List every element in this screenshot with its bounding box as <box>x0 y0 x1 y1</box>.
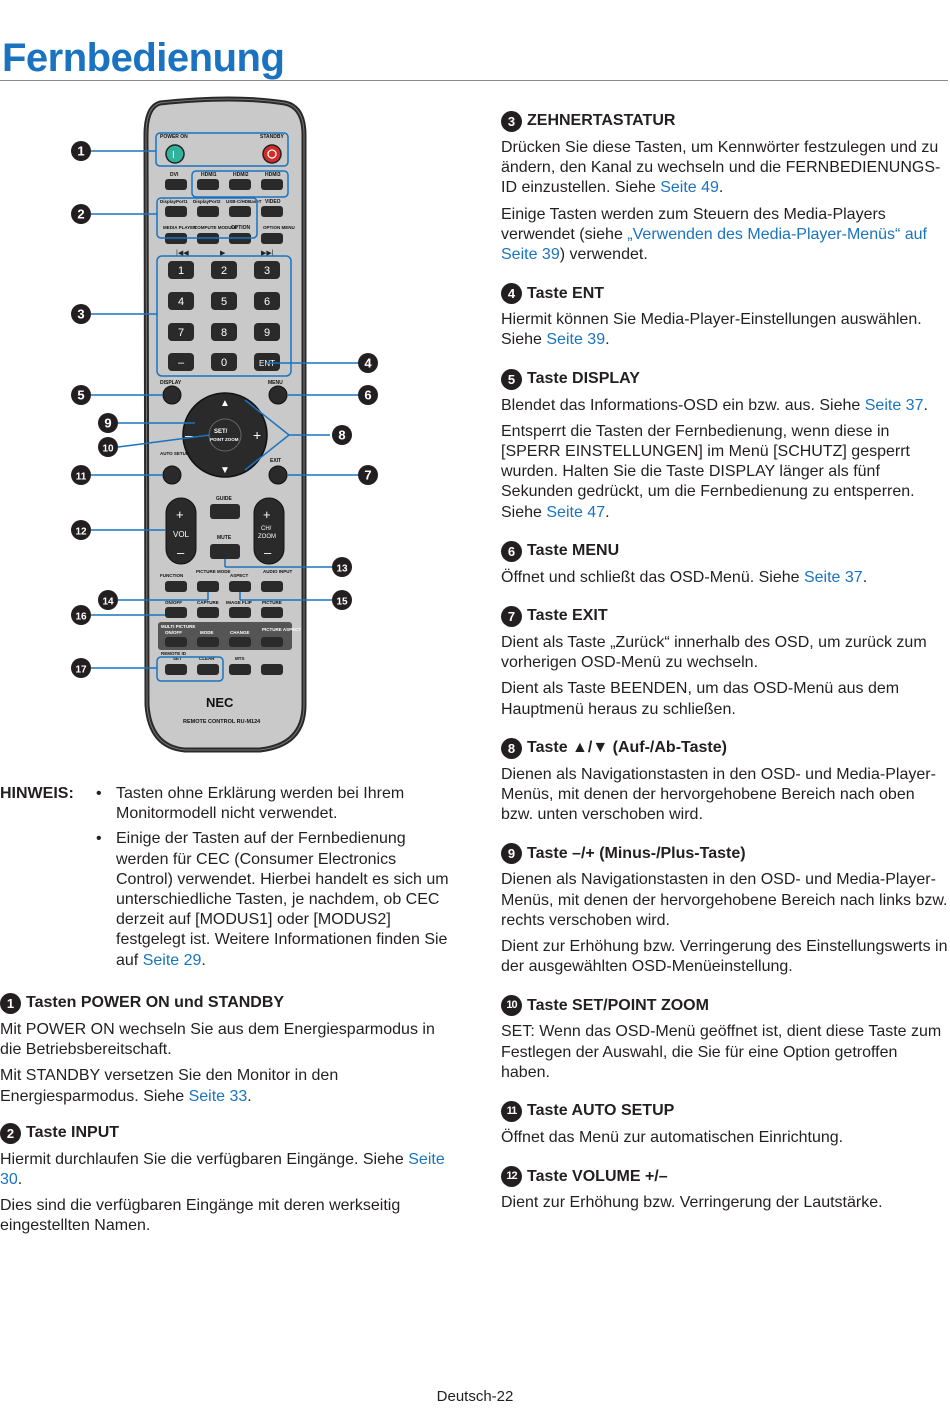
svg-text:PICTURE ASPECT: PICTURE ASPECT <box>262 627 302 632</box>
svg-text:DVI: DVI <box>170 172 179 178</box>
power-on-button <box>166 145 184 163</box>
svg-text:DisplayPort2: DisplayPort2 <box>193 199 221 204</box>
svg-text:REMOTE ID: REMOTE ID <box>161 651 187 656</box>
paragraph: Dienen als Navigationstasten in den OSD- und Media-Player-Menüs, mit denen der hervorgehobene Bereich nach oben bzw. unten verschoben wird. <box>501 765 936 824</box>
svg-text:VOL: VOL <box>173 530 190 539</box>
section-9 <box>501 843 949 977</box>
svg-text:PICTURE MODE: PICTURE MODE <box>196 569 231 574</box>
callout-number: 10 <box>501 995 522 1016</box>
page-title: Fernbedienung <box>2 36 285 80</box>
section-heading: 4 Taste ENT <box>501 283 949 304</box>
note-label: HINWEIS: <box>0 785 74 802</box>
page-link[interactable]: Seite 37 <box>864 396 924 414</box>
keypad-key-label: 2 <box>220 265 228 277</box>
section-input <box>0 1123 450 1237</box>
section-heading: 3 ZEHNERTASTATUR <box>501 111 949 132</box>
svg-text:CLEAR: CLEAR <box>199 656 215 661</box>
svg-text:SET/: SET/ <box>214 429 228 435</box>
paragraph: Hiermit durchlaufen Sie die verfügbaren Eingänge. Siehe Seite 30. <box>0 1150 445 1189</box>
callout-number: 11 <box>501 1101 522 1122</box>
callout-badge-label: 3 <box>77 306 85 322</box>
callout-badge-label: 11 <box>75 471 87 483</box>
section-11 <box>501 1101 949 1148</box>
svg-text:OPTION: OPTION <box>231 225 251 231</box>
section-heading: 5 Taste DISPLAY <box>501 369 949 390</box>
keypad-key-label: ENT <box>259 359 275 368</box>
svg-text:▶▶|: ▶▶| <box>261 250 274 257</box>
svg-text:VIDEO: VIDEO <box>265 199 281 205</box>
title-divider <box>0 80 948 81</box>
power-on-label: POWER ON <box>160 134 188 140</box>
callout-badge-label: 1 <box>77 143 85 159</box>
svg-text:OPTION MENU: OPTION MENU <box>263 225 295 230</box>
page-link[interactable]: Seite 39 <box>546 331 606 349</box>
paragraph: Blendet das Informations-OSD ein bzw. aus. Siehe Seite 37. <box>501 396 928 414</box>
svg-text:SET: SET <box>173 656 182 661</box>
callout-badge-label: 16 <box>75 611 87 623</box>
paragraph: Einige Tasten werden zum Steuern des Media-Players verwendet (siehe „Verwenden des Media-Player-Menüs“ auf Seite 39) verwendet. <box>501 205 927 264</box>
svg-text:ASPECT: ASPECT <box>230 573 249 578</box>
callout-number: 9 <box>501 843 522 864</box>
svg-text:IMAGE FLIP: IMAGE FLIP <box>226 600 252 605</box>
callout-badge-label: 12 <box>75 526 87 538</box>
paragraph: Dienen als Navigationstasten in den OSD- und Media-Player-Menüs, mit denen der hervorgehobene Bereich nach links bzw. rechts verschoben wird. <box>501 871 948 929</box>
paragraph: Dient als Taste BEENDEN, um das OSD-Menü aus dem Hauptmenü heraus zu schließen. <box>501 680 900 718</box>
callout-badge-label: 17 <box>75 664 87 676</box>
note-list <box>94 784 450 976</box>
right-column <box>501 111 949 1232</box>
callout-number: 1 <box>0 993 21 1014</box>
page-link[interactable]: Seite 29 <box>142 951 202 969</box>
svg-text:MEDIA PLAYER: MEDIA PLAYER <box>163 225 197 230</box>
section-heading: 9 Taste –/+ (Minus-/Plus-Taste) <box>501 843 949 864</box>
callout-number: 4 <box>501 283 522 304</box>
paragraph: Drücken Sie diese Tasten, um Kennwörter festzulegen und zu ändern, den Kanal zu wechseln und die FERNBEDIENUNGS-ID einzustellen. Siehe Seite 49. <box>501 139 941 197</box>
section-8 <box>501 738 949 826</box>
page-footer: Deutsch-22 <box>436 1388 514 1405</box>
keypad-key-label: – <box>177 357 185 369</box>
svg-text:GUIDE: GUIDE <box>216 496 232 502</box>
callout-badge-label: 15 <box>336 596 348 608</box>
callout-number: 7 <box>501 606 522 627</box>
svg-text:USB-C/HDBaseT: USB-C/HDBaseT <box>226 199 262 204</box>
svg-text:–: – <box>177 545 185 560</box>
svg-text:ZOOM: ZOOM <box>258 534 276 540</box>
section-heading: 2 Taste INPUT <box>0 1123 450 1144</box>
svg-text:CHANGE: CHANGE <box>230 630 250 635</box>
page-link[interactable]: Seite 37 <box>803 568 863 586</box>
callout-badge-label: 10 <box>102 443 114 455</box>
remote-control-illustration <box>60 95 390 760</box>
callout-badge-label: 9 <box>104 415 112 431</box>
svg-text:▶: ▶ <box>220 250 226 257</box>
keypad-key-label: 5 <box>220 296 228 308</box>
paragraph: Mit STANDBY versetzen Sie den Monitor in den Energiesparmodus. Siehe Seite 33. <box>0 1067 339 1105</box>
section-heading: 8 Taste ▲/▼ (Auf-/Ab-Taste) <box>501 738 949 759</box>
svg-text:I: I <box>172 150 175 161</box>
callout-badge-label: 7 <box>364 467 372 483</box>
callout-number: 12 <box>501 1166 522 1187</box>
section-3 <box>501 111 949 265</box>
standby-button <box>263 145 281 163</box>
section-5 <box>501 369 949 523</box>
section-heading: 6 Taste MENU <box>501 541 949 562</box>
callout-badge-label: 4 <box>364 355 372 371</box>
section-4 <box>501 283 949 350</box>
callout-badge-label: 13 <box>336 563 348 575</box>
paragraph: Dient zur Erhöhung bzw. Verringerung der Lautstärke. <box>501 1194 883 1212</box>
callout-badge-label: 5 <box>77 387 85 403</box>
svg-text:MULTI PICTURE: MULTI PICTURE <box>161 624 196 629</box>
page-link[interactable]: Seite 30 <box>0 1150 445 1189</box>
svg-text:HDMI2: HDMI2 <box>233 172 249 178</box>
section-12 <box>501 1166 949 1213</box>
paragraph: Mit POWER ON wechseln Sie aus dem Energiesparmodus in die Betriebsbereitschaft. <box>0 1021 435 1059</box>
svg-text:MENU: MENU <box>268 380 283 386</box>
paragraph: Öffnet und schließt das OSD-Menü. Siehe Seite 37. <box>501 568 868 586</box>
svg-text:+: + <box>263 507 271 522</box>
keypad-key-label: 1 <box>177 265 185 277</box>
section-heading: 11 Taste AUTO SETUP <box>501 1101 949 1122</box>
svg-text:▼: ▼ <box>220 465 230 476</box>
section-6 <box>501 541 949 588</box>
section-heading: 12 Taste VOLUME +/– <box>501 1166 949 1187</box>
svg-text:EXIT: EXIT <box>270 458 282 464</box>
callout-number: 3 <box>501 111 522 132</box>
svg-text:–: – <box>264 545 272 560</box>
callout-badge-label: 6 <box>364 387 372 403</box>
callout-badge-label: 8 <box>338 427 346 443</box>
svg-text:CH/: CH/ <box>261 526 272 532</box>
keypad-key-label: 7 <box>177 327 185 339</box>
paragraph: Entsperrt die Tasten der Fernbedienung, wenn diese in [SPERR EINSTELLUNGEN] im Menü [SCHUTZ] gesperrt wurden. Halten Sie die Taste DISPLAY länger als fünf Sekunden gedrückt, um die Fernbedienung zu entsperren. Siehe Seite 47. <box>501 422 915 521</box>
section-heading: 7 Taste EXIT <box>501 606 949 627</box>
keypad-key-label: 9 <box>263 327 271 339</box>
section-10 <box>501 995 949 1083</box>
section-heading: 10 Taste SET/POINT ZOOM <box>501 995 949 1016</box>
callout-badge-label: 14 <box>102 596 114 608</box>
model-label: REMOTE CONTROL RU-M124 <box>183 719 261 725</box>
section-7 <box>501 606 949 720</box>
svg-text:POINT ZOOM: POINT ZOOM <box>210 437 239 442</box>
keypad-key-label: 4 <box>177 296 185 308</box>
page-link[interactable]: „Verwenden des Media-Player-Menüs“ auf Seite 39 <box>501 225 927 264</box>
svg-text:AUTO SETUP: AUTO SETUP <box>160 451 189 456</box>
callout-number: 6 <box>501 541 522 562</box>
svg-text:MODE: MODE <box>200 630 214 635</box>
svg-text:FUNCTION: FUNCTION <box>160 573 184 578</box>
svg-text:CAPTURE: CAPTURE <box>197 600 219 605</box>
page-link[interactable]: Seite 49 <box>660 179 719 197</box>
note-item: • Einige der Tasten auf der Fernbedienung werden für CEC (Consumer Electronics Control) verwendet. Hierbei handelt es sich um unterschiedliche Tasten, je nachdem, ob CEC derzeit auf [MODUS1] oder [MODUS2] festgelegt ist. Weitere Informationen finden Sie auf Seite 29. <box>94 829 450 970</box>
svg-text:DisplayPort1: DisplayPort1 <box>160 199 188 204</box>
standby-label: STANDBY <box>260 134 284 140</box>
callout-number: 5 <box>501 369 522 390</box>
svg-text:AUDIO INPUT: AUDIO INPUT <box>263 569 293 574</box>
callout-number: 2 <box>0 1123 21 1144</box>
callout-number: 8 <box>501 738 522 759</box>
svg-text:MUTE: MUTE <box>217 535 232 541</box>
svg-text:HDMI3: HDMI3 <box>265 172 281 178</box>
section-heading: 1 Tasten POWER ON und STANDBY <box>0 993 450 1014</box>
svg-text:|◀◀: |◀◀ <box>176 250 189 257</box>
svg-text:▲: ▲ <box>220 398 230 409</box>
svg-text:+: + <box>176 507 184 522</box>
paragraph: Öffnet das Menü zur automatischen Einrichtung. <box>501 1129 844 1147</box>
callout-badge-label: 2 <box>77 206 85 222</box>
brand-logo: NEC <box>206 695 234 710</box>
svg-text:MTS: MTS <box>235 656 245 661</box>
svg-text:–: – <box>185 427 193 443</box>
keypad-key-label: 6 <box>263 296 271 308</box>
keypad-key-label: 3 <box>263 265 271 277</box>
paragraph: Dies sind die verfügbaren Eingänge mit deren werkseitig eingestellten Namen. <box>0 1197 401 1235</box>
svg-text:HDMI1: HDMI1 <box>201 172 217 178</box>
left-column <box>0 993 450 1255</box>
paragraph: Dient als Taste „Zurück“ innerhalb des OSD, um zurück zum vorherigen OSD-Menü zu wechseln. <box>501 634 927 672</box>
svg-text:+: + <box>253 427 262 443</box>
paragraph: Dient zur Erhöhung bzw. Verringerung des Einstellungswerts in der ausgewählten OSD-Menüeinstellung. <box>501 938 948 976</box>
section-power <box>0 993 450 1107</box>
svg-text:ON/OFF: ON/OFF <box>165 630 182 635</box>
paragraph: SET: Wenn das OSD-Menü geöffnet ist, dient diese Taste zum Festlegen der Auswahl, die Sie für eine Option getroffen haben. <box>501 1023 942 1081</box>
keypad-key-label: 8 <box>220 327 228 339</box>
note-item: • Tasten ohne Erklärung werden bei Ihrem Monitormodell nicht verwendet. <box>94 784 450 824</box>
svg-text:COMPUTE MODULE: COMPUTE MODULE <box>194 225 238 230</box>
svg-text:DISPLAY: DISPLAY <box>160 380 182 386</box>
page-link[interactable]: Seite 33 <box>188 1087 248 1105</box>
svg-text:ON/OFF: ON/OFF <box>165 600 182 605</box>
paragraph: Hiermit können Sie Media-Player-Einstellungen auswählen. Siehe Seite 39. <box>501 311 922 349</box>
page-link[interactable]: Seite 47 <box>546 503 606 521</box>
svg-text:PICTURE: PICTURE <box>262 600 282 605</box>
keypad-key-label: 0 <box>220 357 228 369</box>
